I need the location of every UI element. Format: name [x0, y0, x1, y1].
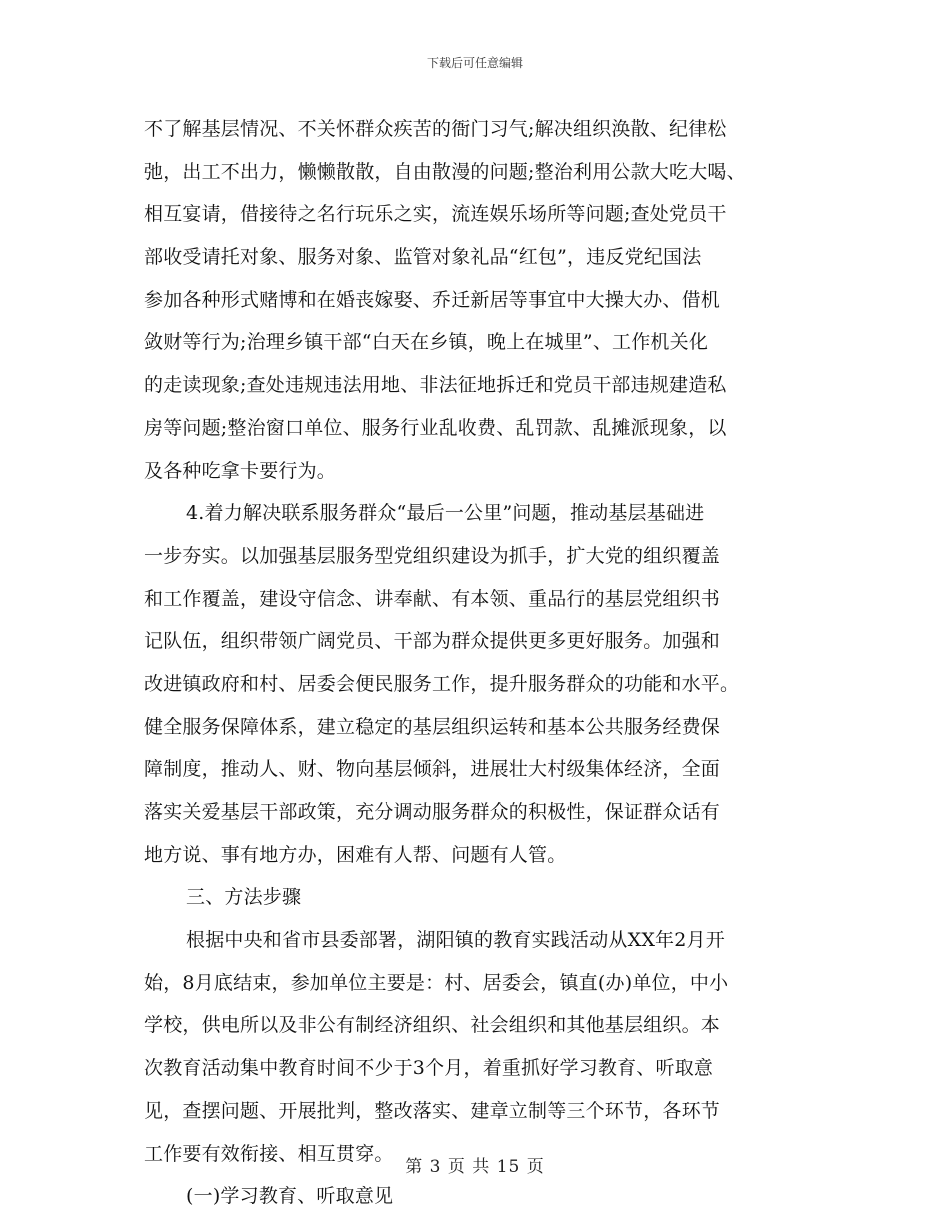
body-line: 弛，出工不出力，懒懒散散，自由散漫的问题;整治利用公款大吃大喝、 — [144, 160, 746, 183]
body-line: 和工作覆盖，建设守信念、讲奉献、有本领、重品行的基层党组织书 — [144, 587, 721, 610]
body-line: 始，8月底结束，参加单位主要是：村、居委会，镇直(办)单位，中小 — [144, 971, 729, 994]
body-line: 次教育活动集中教育时间不少于3个月，着重抓好学习教育、听取意 — [144, 1057, 714, 1080]
body-line: 的走读现象;查处违规违法用地、非法征地拆迁和党员干部违规建造私 — [144, 374, 727, 397]
body-line: 参加各种形式赌博和在婚丧嫁娶、乔迁新居等事宜中大操大办、借机 — [144, 288, 721, 311]
body-line: 房等问题;整治窗口单位、服务行业乱收费、乱罚款、乱摊派现象，以 — [144, 416, 727, 439]
page-header-note: 下载后可任意编辑 — [426, 56, 523, 70]
body-line: 地方说、事有地方办，困难有人帮、问题有人管。 — [144, 843, 567, 866]
paragraph-start-line: 根据中央和省市县委部署，湖阳镇的教育实践活动从XX年2月开 — [186, 929, 725, 952]
body-line: 见，查摆问题、开展批判，整改落实、建章立制等三个环节，各环节 — [144, 1099, 721, 1122]
body-line: 健全服务保障体系，建立稳定的基层组织运转和基本公共服务经费保 — [144, 715, 721, 738]
body-line: 记队伍，组织带领广阔党员、干部为群众提供更多更好服务。加强和 — [144, 630, 721, 653]
body-line: 敛财等行为;治理乡镇干部“白天在乡镇，晚上在城里”、工作机关化 — [144, 331, 709, 354]
body-line: 相互宴请，借接待之名行玩乐之实，流连娱乐场所等问题;查处党员干 — [144, 203, 727, 226]
body-line: 工作要有效衔接、相互贯穿。 — [144, 1142, 394, 1165]
body-line: 及各种吃拿卡要行为。 — [144, 459, 337, 482]
body-line: 不了解基层情况、不关怀群众疾苦的衙门习气;解决组织涣散、纪律松 — [144, 118, 727, 140]
document-body — [144, 108, 824, 1218]
section-heading: 三、方法步骤 — [186, 886, 302, 909]
body-line: 学校，供电所以及非公有制经济组织、社会组织和其他基层组织。本 — [144, 1014, 721, 1037]
body-line: 障制度，推动人、财、物向基层倾斜，进展壮大村级集体经济，全面 — [144, 758, 721, 781]
body-line: 部收受请托对象、服务对象、监管对象礼品“红包”，违反党纪国法 — [144, 246, 702, 269]
body-line: 落实关爱基层干部政策，充分调动服务群众的积极性，保证群众话有 — [144, 801, 721, 823]
subsection-heading: (一)学习教育、听取意见 — [186, 1185, 394, 1208]
page-number: 第 3 页 共 15 页 — [405, 1157, 545, 1177]
body-line: 一步夯实。以加强基层服务型党组织建设为抓手，扩大党的组织覆盖 — [144, 544, 721, 567]
paragraph-start-line: 4.着力解决联系服务群众“最后一公里”问题，推动基层基础进 — [186, 502, 705, 525]
body-line: 改进镇政府和村、居委会便民服务工作，提升服务群众的功能和水平。 — [144, 672, 740, 695]
